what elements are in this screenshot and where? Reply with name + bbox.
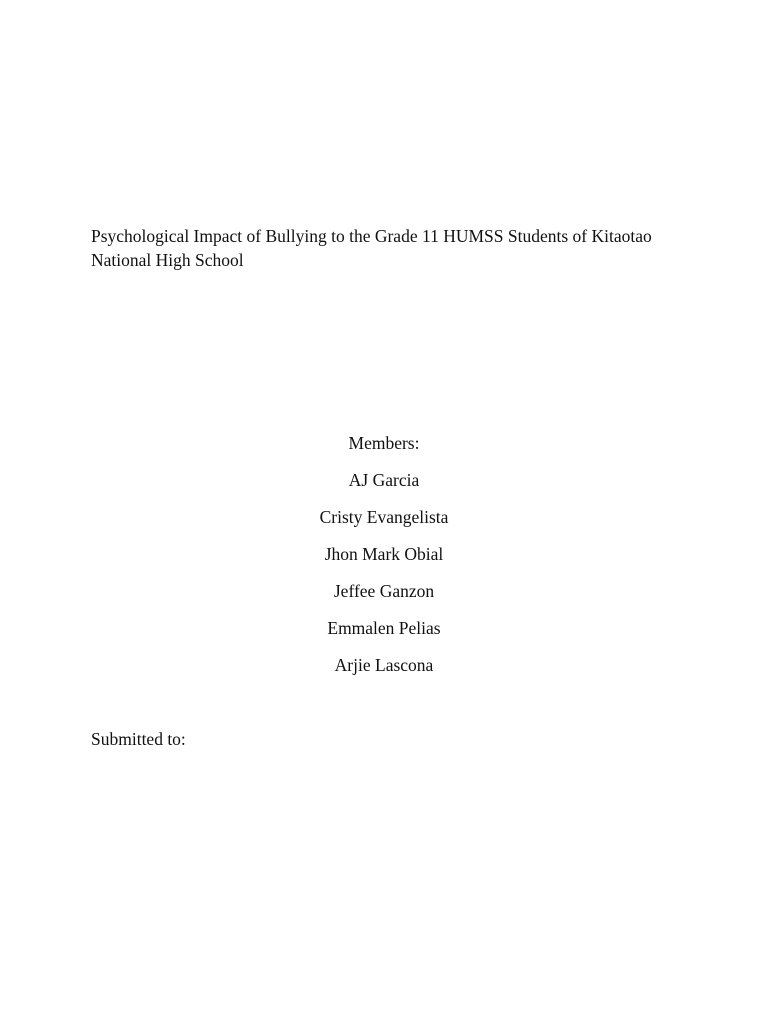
member-name: Jhon Mark Obial: [324, 544, 444, 564]
member-name: Arjie Lascona: [334, 655, 434, 675]
members-list: [234, 431, 534, 690]
title-line-1: Psychological Impact of Bullying to the Grade 11 HUMSS Students of Kitaotao: [91, 226, 652, 246]
member-name: Cristy Evangelista: [319, 507, 449, 527]
member-name: Jeffee Ganzon: [333, 581, 435, 601]
title-line-2: National High School: [91, 250, 244, 270]
submitted-to-label: Submitted to:: [91, 729, 186, 749]
member-name: Emmalen Pelias: [327, 618, 441, 638]
members-heading: Members:: [348, 433, 420, 453]
member-name: AJ Garcia: [348, 470, 420, 490]
document-title: [91, 224, 691, 272]
